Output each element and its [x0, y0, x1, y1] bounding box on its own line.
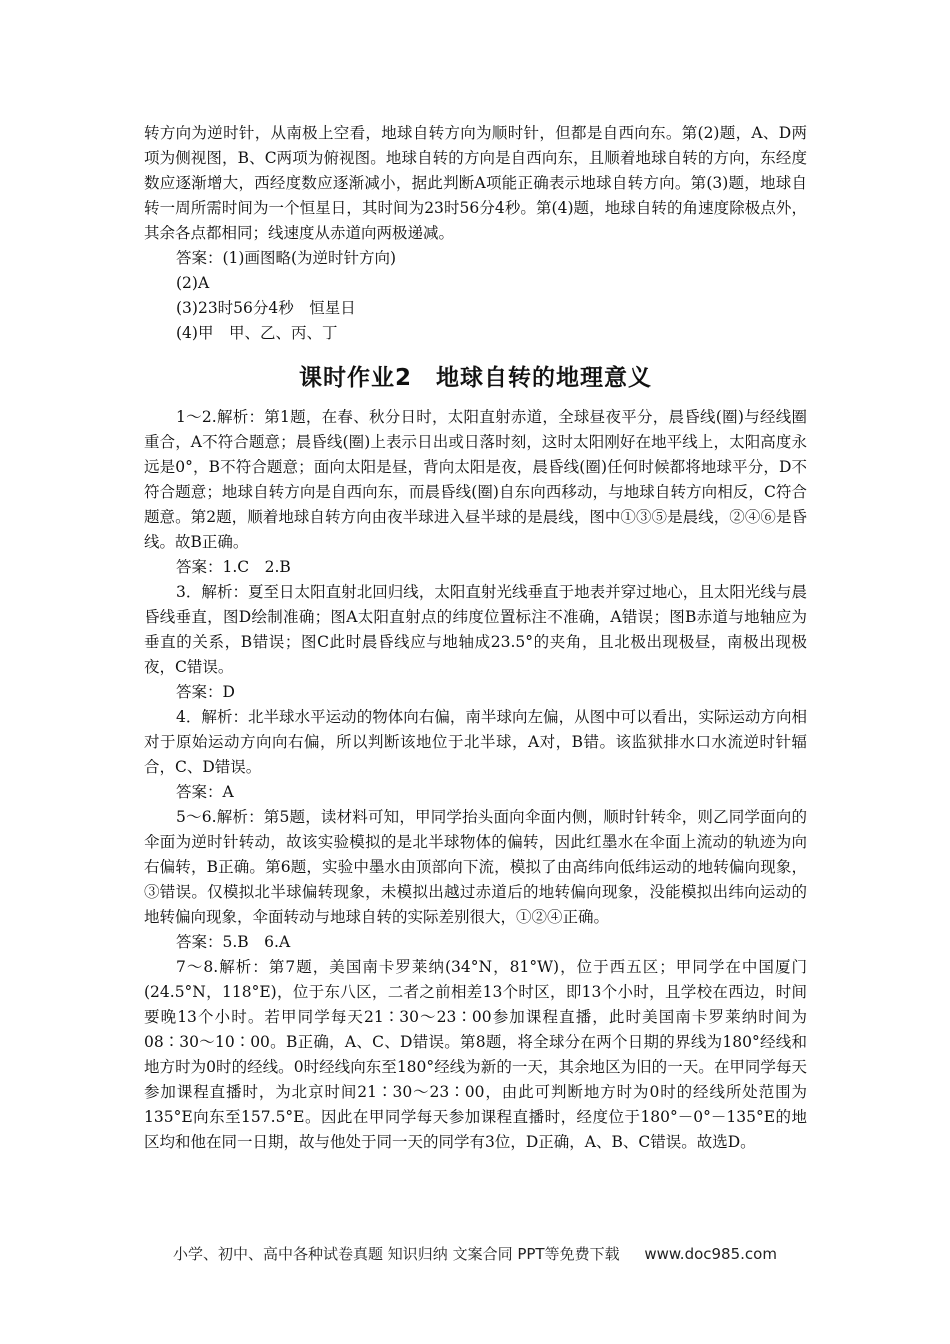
- analysis-paragraph: 7～8.解析：第7题，美国南卡罗莱纳(34°N，81°W)，位于西五区；甲同学在中国厦门(24.5°N，118°E)，位于东八区，二者之前相差13个时区，即13个小时，且学校在西边，时间要晚13个小时。若甲同学每天21∶30～23∶00参加课程直播，此时美国南卡罗莱纳时间为08∶30～10∶00。B正确，A、C、D错误。第8题，将全球分在两个日期的界线为180°经线和地方时为0时的经线。0时经线向东至180°经线为新的一天，其余地区为旧的一天。在甲同学每天参加课程直播时，为北京时间21∶30～23∶00，由此可判断地方时为0时的经线所处范围为135°E向东至157.5°E。因此在甲同学每天参加课程直播时，经度位于180°－0°－135°E的地区均和他在同一日期，故与他处于同一天的同学有3位，D正确，A、B、C错误。故选D。: [144, 958, 807, 1151]
- footer-link[interactable]: www.doc985.com: [644, 1245, 777, 1263]
- answer-line: (3)23时56分4秒 恒星日: [176, 299, 356, 317]
- answer-line: 答案：1.C 2.B: [176, 558, 291, 576]
- page-footer: [0, 1243, 950, 1264]
- answer-line: 答案：D: [176, 683, 235, 701]
- analysis-paragraph: 5～6.解析：第5题，读材料可知，甲同学抬头面向伞面内侧，顺时针转伞，则乙同学面向的伞面为逆时针转动，故该实验模拟的是北半球物体的偏转，因此红墨水在伞面上流动的轨迹为向右偏转，B正确。第6题，实验中墨水由顶部向下流，模拟了由高纬向低纬运动的地转偏向现象，③错误。仅模拟北半球偏转现象，未模拟出越过赤道后的地转偏向现象，没能模拟出纬向运动的地转偏向现象，伞面转动与地球自转的实际差别很大，①②④正确。: [144, 808, 807, 926]
- analysis-paragraph: 4．解析：北半球水平运动的物体向右偏，南半球向左偏，从图中可以看出，实际运动方向相对于原始运动方向向右偏，所以判断该地位于北半球，A对，B错。该监狱排水口水流逆时针辐合，C、D错误。: [144, 708, 807, 776]
- answer-line: 答案：5.B 6.A: [176, 933, 291, 951]
- answer-line: 答案：(1)画图略(为逆时针方向): [176, 249, 397, 267]
- answer-line: (4)甲 甲、乙、丙、丁: [176, 324, 338, 342]
- analysis-paragraph: 1～2.解析：第1题，在春、秋分日时，太阳直射赤道，全球昼夜平分，晨昏线(圈)与经线圈重合，A不符合题意；晨昏线(圈)上表示日出或日落时刻，这时太阳刚好在地平线上，太阳高度永远是0°，B不符合题意；面向太阳是昼，背向太阳是夜，晨昏线(圈)任何时候都将地球平分，D不符合题意；地球自转方向是自西向东，而晨昏线(圈)自东向西移动，与地球自转方向相反，C符合题意。第2题，顺着地球自转方向由夜半球进入昼半球的是晨线，图中①③⑤是晨线，②④⑥是昏线。故B正确。: [144, 408, 807, 551]
- analysis-paragraph: 3．解析：夏至日太阳直射北回归线，太阳直射光线垂直于地表并穿过地心，且太阳光线与晨昏线垂直，图D绘制准确；图A太阳直射点的纬度位置标注不准确，A错误；图B赤道与地轴应为垂直的关系，B错误；图C此时晨昏线应与地轴成23.5°的夹角，且北极出现极昼，南极出现极夜，C错误。: [144, 583, 807, 676]
- continuation-paragraph: 转方向为逆时针，从南极上空看，地球自转方向为顺时针，但都是自西向东。第(2)题，A、D两项为侧视图，B、C两项为俯视图。地球自转的方向是自西向东，且顺着地球自转的方向，东经度数应逐渐增大，西经度数应逐渐减小，据此判断A项能正确表示地球自转方向。第(3)题，地球自转一周所需时间为一个恒星日，其时间为23时56分4秒。第(4)题，地球自转的角速度除极点外，其余各点都相同；线速度从赤道向两极递减。: [144, 124, 807, 242]
- footer-text: 小学、初中、高中各种试卷真题 知识归纳 文案合同 PPT等免费下载: [173, 1245, 620, 1263]
- document-body: [144, 121, 807, 1155]
- answer-line: 答案：A: [176, 783, 234, 801]
- answer-line: (2)A: [176, 274, 210, 292]
- section-title: 课时作业2 地球自转的地理意义: [298, 365, 652, 391]
